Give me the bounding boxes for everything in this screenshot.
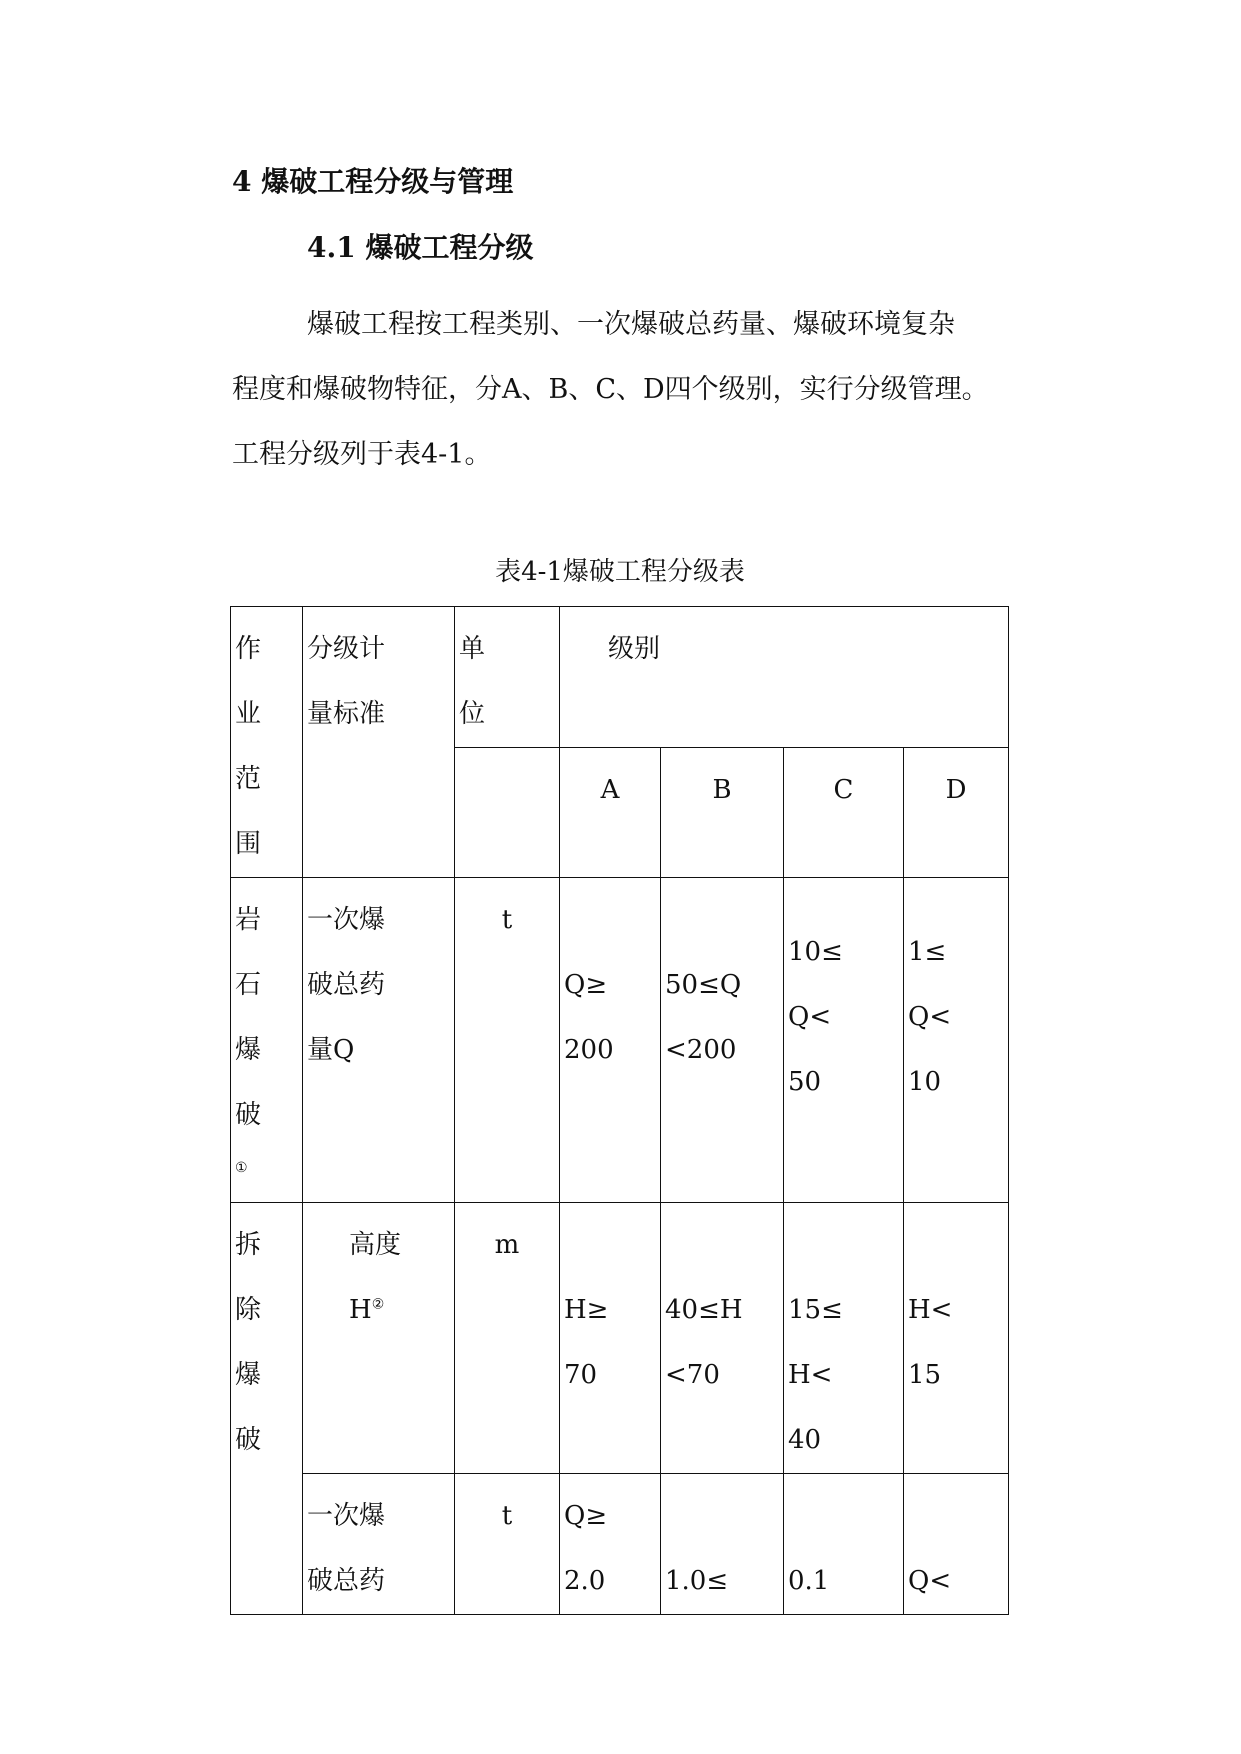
rock-d-line: 10 (908, 1067, 942, 1097)
height-criteria-symbol (349, 1278, 450, 1343)
height-level-c-cell (784, 1203, 904, 1474)
paragraph-line: 爆破工程按工程类别、一次爆破总药量、爆破环境复杂 (307, 309, 955, 340)
header-criteria-line: 分级计 (307, 634, 386, 664)
height-d-line: 15 (908, 1360, 942, 1390)
height-level-d-cell (904, 1203, 1009, 1474)
height-footnote: ② (371, 1296, 385, 1313)
height-a-line: H≥ (564, 1295, 609, 1325)
header-level-d: D (904, 748, 1009, 878)
header-unit-char: 位 (459, 699, 486, 729)
height-criteria-cell (303, 1203, 455, 1474)
rock-level-c-cell (784, 878, 904, 1203)
height-c-line: 40 (788, 1425, 822, 1455)
header-level-b: B (661, 748, 784, 878)
rock-criteria-line: 破总药 (307, 970, 386, 1000)
rock-scope-char: 岩 (235, 905, 262, 935)
rock-a-line: Q≥ (564, 970, 608, 1000)
rock-b-line: <200 (665, 1035, 737, 1065)
charge-b-line: 1.0≤ (665, 1566, 729, 1596)
header-criteria-line: 量标准 (307, 699, 386, 729)
charge-c-line: 0.1 (788, 1566, 830, 1596)
rock-criteria-cell (303, 878, 455, 1203)
charge-level-a-cell (560, 1474, 661, 1615)
header-scope-char: 围 (235, 829, 262, 859)
demolition-scope-char: 除 (235, 1295, 262, 1325)
section-heading: 4 爆破工程分级与管理 (232, 165, 514, 198)
charge-level-c-cell (784, 1474, 904, 1615)
table-caption: 表4-1爆破工程分级表 (495, 557, 745, 587)
rock-d-line: 1≤ (908, 937, 947, 967)
header-scope-char: 业 (235, 699, 262, 729)
header-scope-char: 范 (235, 764, 262, 794)
header-level-c: C (784, 748, 904, 878)
charge-criteria-line: 一次爆 (307, 1501, 386, 1531)
charge-level-d-cell (904, 1474, 1009, 1615)
height-b-line: <70 (665, 1360, 720, 1390)
charge-level-b-cell (661, 1474, 784, 1615)
paragraph-line: 工程分级列于表4-1。 (232, 439, 492, 470)
rock-scope-cell (231, 878, 303, 1203)
height-level-a-cell (560, 1203, 661, 1474)
rock-scope-footnote: ① (235, 1160, 248, 1176)
height-d-line: H< (908, 1295, 953, 1325)
header-scope-cell (231, 607, 303, 878)
height-b-line: 40≤H (665, 1295, 743, 1325)
height-c-line: 15≤ (788, 1295, 843, 1325)
height-level-b-cell (661, 1203, 784, 1474)
header-scope-char: 作 (235, 634, 262, 664)
rock-level-d-cell (904, 878, 1009, 1203)
rock-level-b-cell (661, 878, 784, 1203)
rock-d-line: Q< (908, 1002, 952, 1032)
height-unit-cell: m (455, 1203, 560, 1474)
subsection-heading: 4.1 爆破工程分级 (307, 231, 534, 264)
header-unit-char: 单 (459, 634, 486, 664)
demolition-scope-char: 拆 (235, 1230, 262, 1260)
charge-criteria-line: 破总药 (307, 1566, 386, 1596)
rock-criteria-line: 量Q (307, 1035, 355, 1065)
demolition-scope-char: 爆 (235, 1360, 262, 1390)
height-c-line: H< (788, 1360, 833, 1390)
height-a-line: 70 (564, 1360, 598, 1390)
rock-scope-char: 石 (235, 970, 262, 1000)
header-level-a: A (560, 748, 661, 878)
charge-d-line: Q< (908, 1566, 952, 1596)
rock-a-line: 200 (564, 1035, 614, 1065)
paragraph-line: 程度和爆破物特征，分A、B、C、D四个级别，实行分级管理。 (232, 374, 989, 405)
charge-criteria-cell (303, 1474, 455, 1615)
rock-c-line: Q< (788, 1002, 832, 1032)
header-unit-cell (455, 607, 560, 748)
header-grade-cell (560, 607, 1009, 748)
rock-c-line: 50 (788, 1067, 822, 1097)
rock-level-a-cell (560, 878, 661, 1203)
height-criteria-label: 高度 (349, 1230, 402, 1260)
charge-unit-cell: t (455, 1474, 560, 1615)
rock-criteria-line: 一次爆 (307, 905, 386, 935)
demolition-scope-cell (231, 1203, 303, 1615)
charge-a-line: 2.0 (564, 1566, 606, 1596)
charge-a-line: Q≥ (564, 1501, 608, 1531)
rock-unit-cell: t (455, 878, 560, 1203)
rock-b-line: 50≤Q (665, 970, 742, 1000)
height-symbol: H (349, 1295, 372, 1325)
body-paragraph (232, 292, 1032, 487)
demolition-scope-char: 破 (235, 1425, 262, 1455)
rock-scope-char: 破 (235, 1100, 262, 1130)
rock-scope-char: 爆 (235, 1035, 262, 1065)
header-grade-label: 级别 (608, 634, 661, 664)
rock-c-line: 10≤ (788, 937, 843, 967)
header-unit-empty-cell (455, 748, 560, 878)
header-criteria-cell (303, 607, 455, 878)
grade-table (230, 606, 1009, 1615)
